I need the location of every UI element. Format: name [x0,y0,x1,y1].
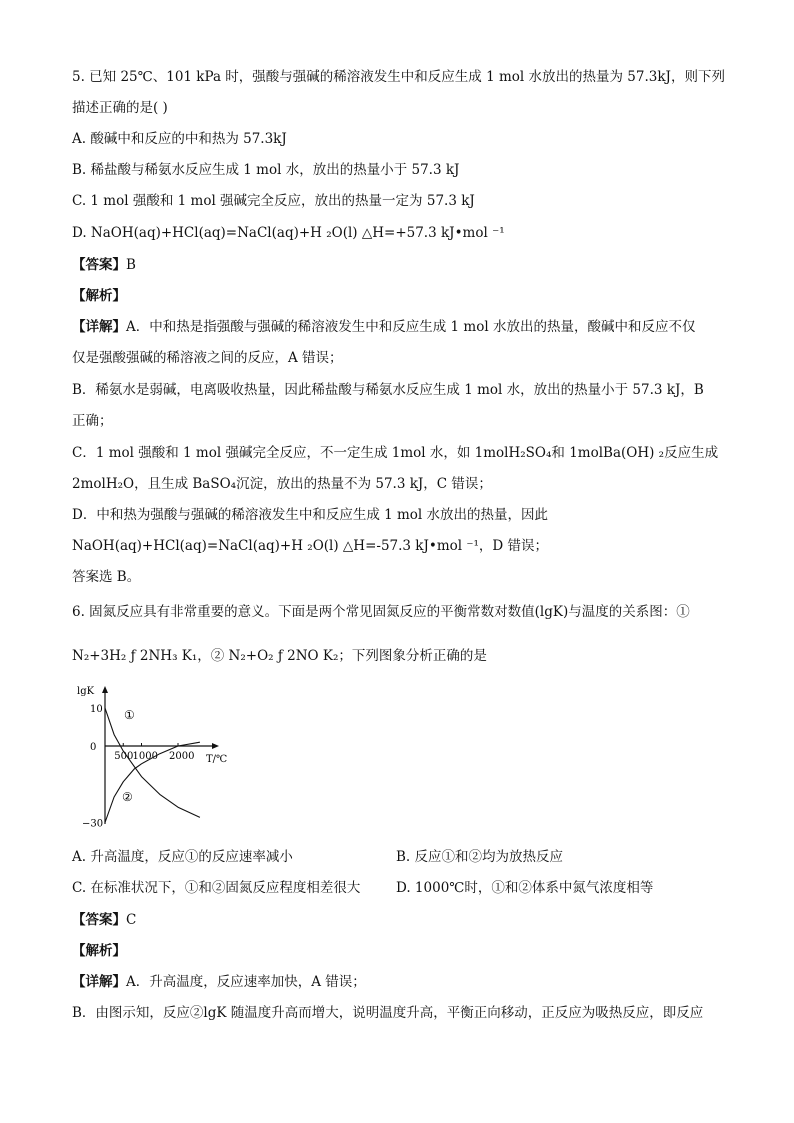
q5-detail-a-2: 仅是强酸强碱的稀溶液之间的反应，A 错误； [72,350,343,366]
q6-detail-a [72,973,366,991]
q6-stem-line1: 6. 固氮反应具有非常重要的意义。下面是两个常见固氮反应的平衡常数对数值(lgK)与温度的关系图：① [72,604,690,620]
q6-option-d: D. 1000℃时，①和②体系中氮气浓度相等 [396,880,654,896]
q5-option-b: B. 稀盐酸与稀氨水反应生成 1 mol 水，放出的热量小于 57.3 kJ [72,162,460,178]
q5-detail-b-1: B．稀氨水是弱碱，电离吸收热量，因此稀盐酸与稀氨水反应生成 1 mol 水，放出的热量小于 57.3 kJ，B [72,382,704,398]
answer-value: C [126,912,137,928]
detail-label: 【详解】 [72,319,126,335]
series-label-2: ② [122,790,133,804]
q5-detail-d-1: D．中和热为强酸与强碱的稀溶液发生中和反应生成 1 mol 水放出的热量，因此 [72,507,549,523]
q5-analysis-label: 【解析】 [72,288,126,304]
q5-option-c: C. 1 mol 强酸和 1 mol 强碱完全反应，放出的热量一定为 57.3 kJ [72,193,475,209]
y-tick-label: 10 [90,704,103,715]
q6-detail-b: B．由图示知，反应②lgK 随温度升高而增大，说明温度升高，平衡正向移动，正反应为吸热反应，即反应 [72,1005,704,1021]
y-tick-label: 0 [90,742,97,753]
y-axis-label: lgK [77,686,95,697]
q5-stem-line1: 5. 已知 25℃、101 kPa 时，强酸与强碱的稀溶液发生中和反应生成 1 mol 水放出的热量为 57.3kJ，则下列 [72,69,725,85]
q6-option-a: A. 升高温度，反应①的反应速率减小 [72,849,293,865]
q5-option-d: D. NaOH(aq)+HCl(aq)=NaCl(aq)+H ₂O(l) △H=+57.3 kJ•mol ⁻¹ [72,225,505,241]
q6-analysis-label: 【解析】 [72,943,126,959]
answer-value: B [126,257,136,273]
detail-a-text: A．升高温度，反应速率加快，A 错误； [126,974,366,990]
q6-answer [72,911,136,929]
detail-label: 【详解】 [72,974,126,990]
q6-option-b: B. 反应①和②均为放热反应 [396,849,564,865]
q6-option-c: C. 在标准状况下，①和②固氮反应程度相差很大 [72,880,361,896]
y-axis-arrow [102,686,108,693]
q5-detail-c-2: 2molH₂O，且生成 BaSO₄沉淀，放出的热量不为 57.3 kJ，C 错误； [72,476,492,492]
q5-conclusion: 答案选 B。 [72,569,141,585]
q5-answer [72,256,136,274]
lgk-temperature-chart [72,684,242,829]
q5-detail-a-1 [72,318,695,336]
q5-option-a: A. 酸碱中和反应的中和热为 57.3kJ [72,131,287,147]
series-line-1 [105,708,200,817]
answer-label: 【答案】 [72,912,126,928]
series-label-1: ① [124,708,135,722]
q6-stem-line2: N₂+3H₂ ƒ 2NH₃ K₁，② N₂+O₂ ƒ 2NO K₂；下列图象分析正确的是 [72,648,487,664]
q5-detail-d-2: NaOH(aq)+HCl(aq)=NaCl(aq)+H ₂O(l) △H=-57.3 kJ•mol ⁻¹，D 错误； [72,538,549,554]
x-tick-label: 1000 [132,751,158,762]
detail-a-text: A．中和热是指强酸与强碱的稀溶液发生中和反应生成 1 mol 水放出的热量，酸碱中和反应不仅 [126,319,696,335]
x-axis-label: T/℃ [206,754,228,765]
x-axis-arrow [212,743,219,749]
answer-label: 【答案】 [72,257,126,273]
y-tick-label: −30 [82,818,104,829]
q5-detail-b-2: 正确； [72,413,113,429]
q5-detail-c-1: C．1 mol 强酸和 1 mol 强碱完全反应，不一定生成 1mol 水，如 1molH₂SO₄和 1molBa(OH) ₂反应生成 [72,445,719,461]
x-tick-label: 2000 [169,751,195,762]
x-tick-label: 500 [114,751,134,762]
q5-stem-line2: 描述正确的是( ) [72,100,168,116]
